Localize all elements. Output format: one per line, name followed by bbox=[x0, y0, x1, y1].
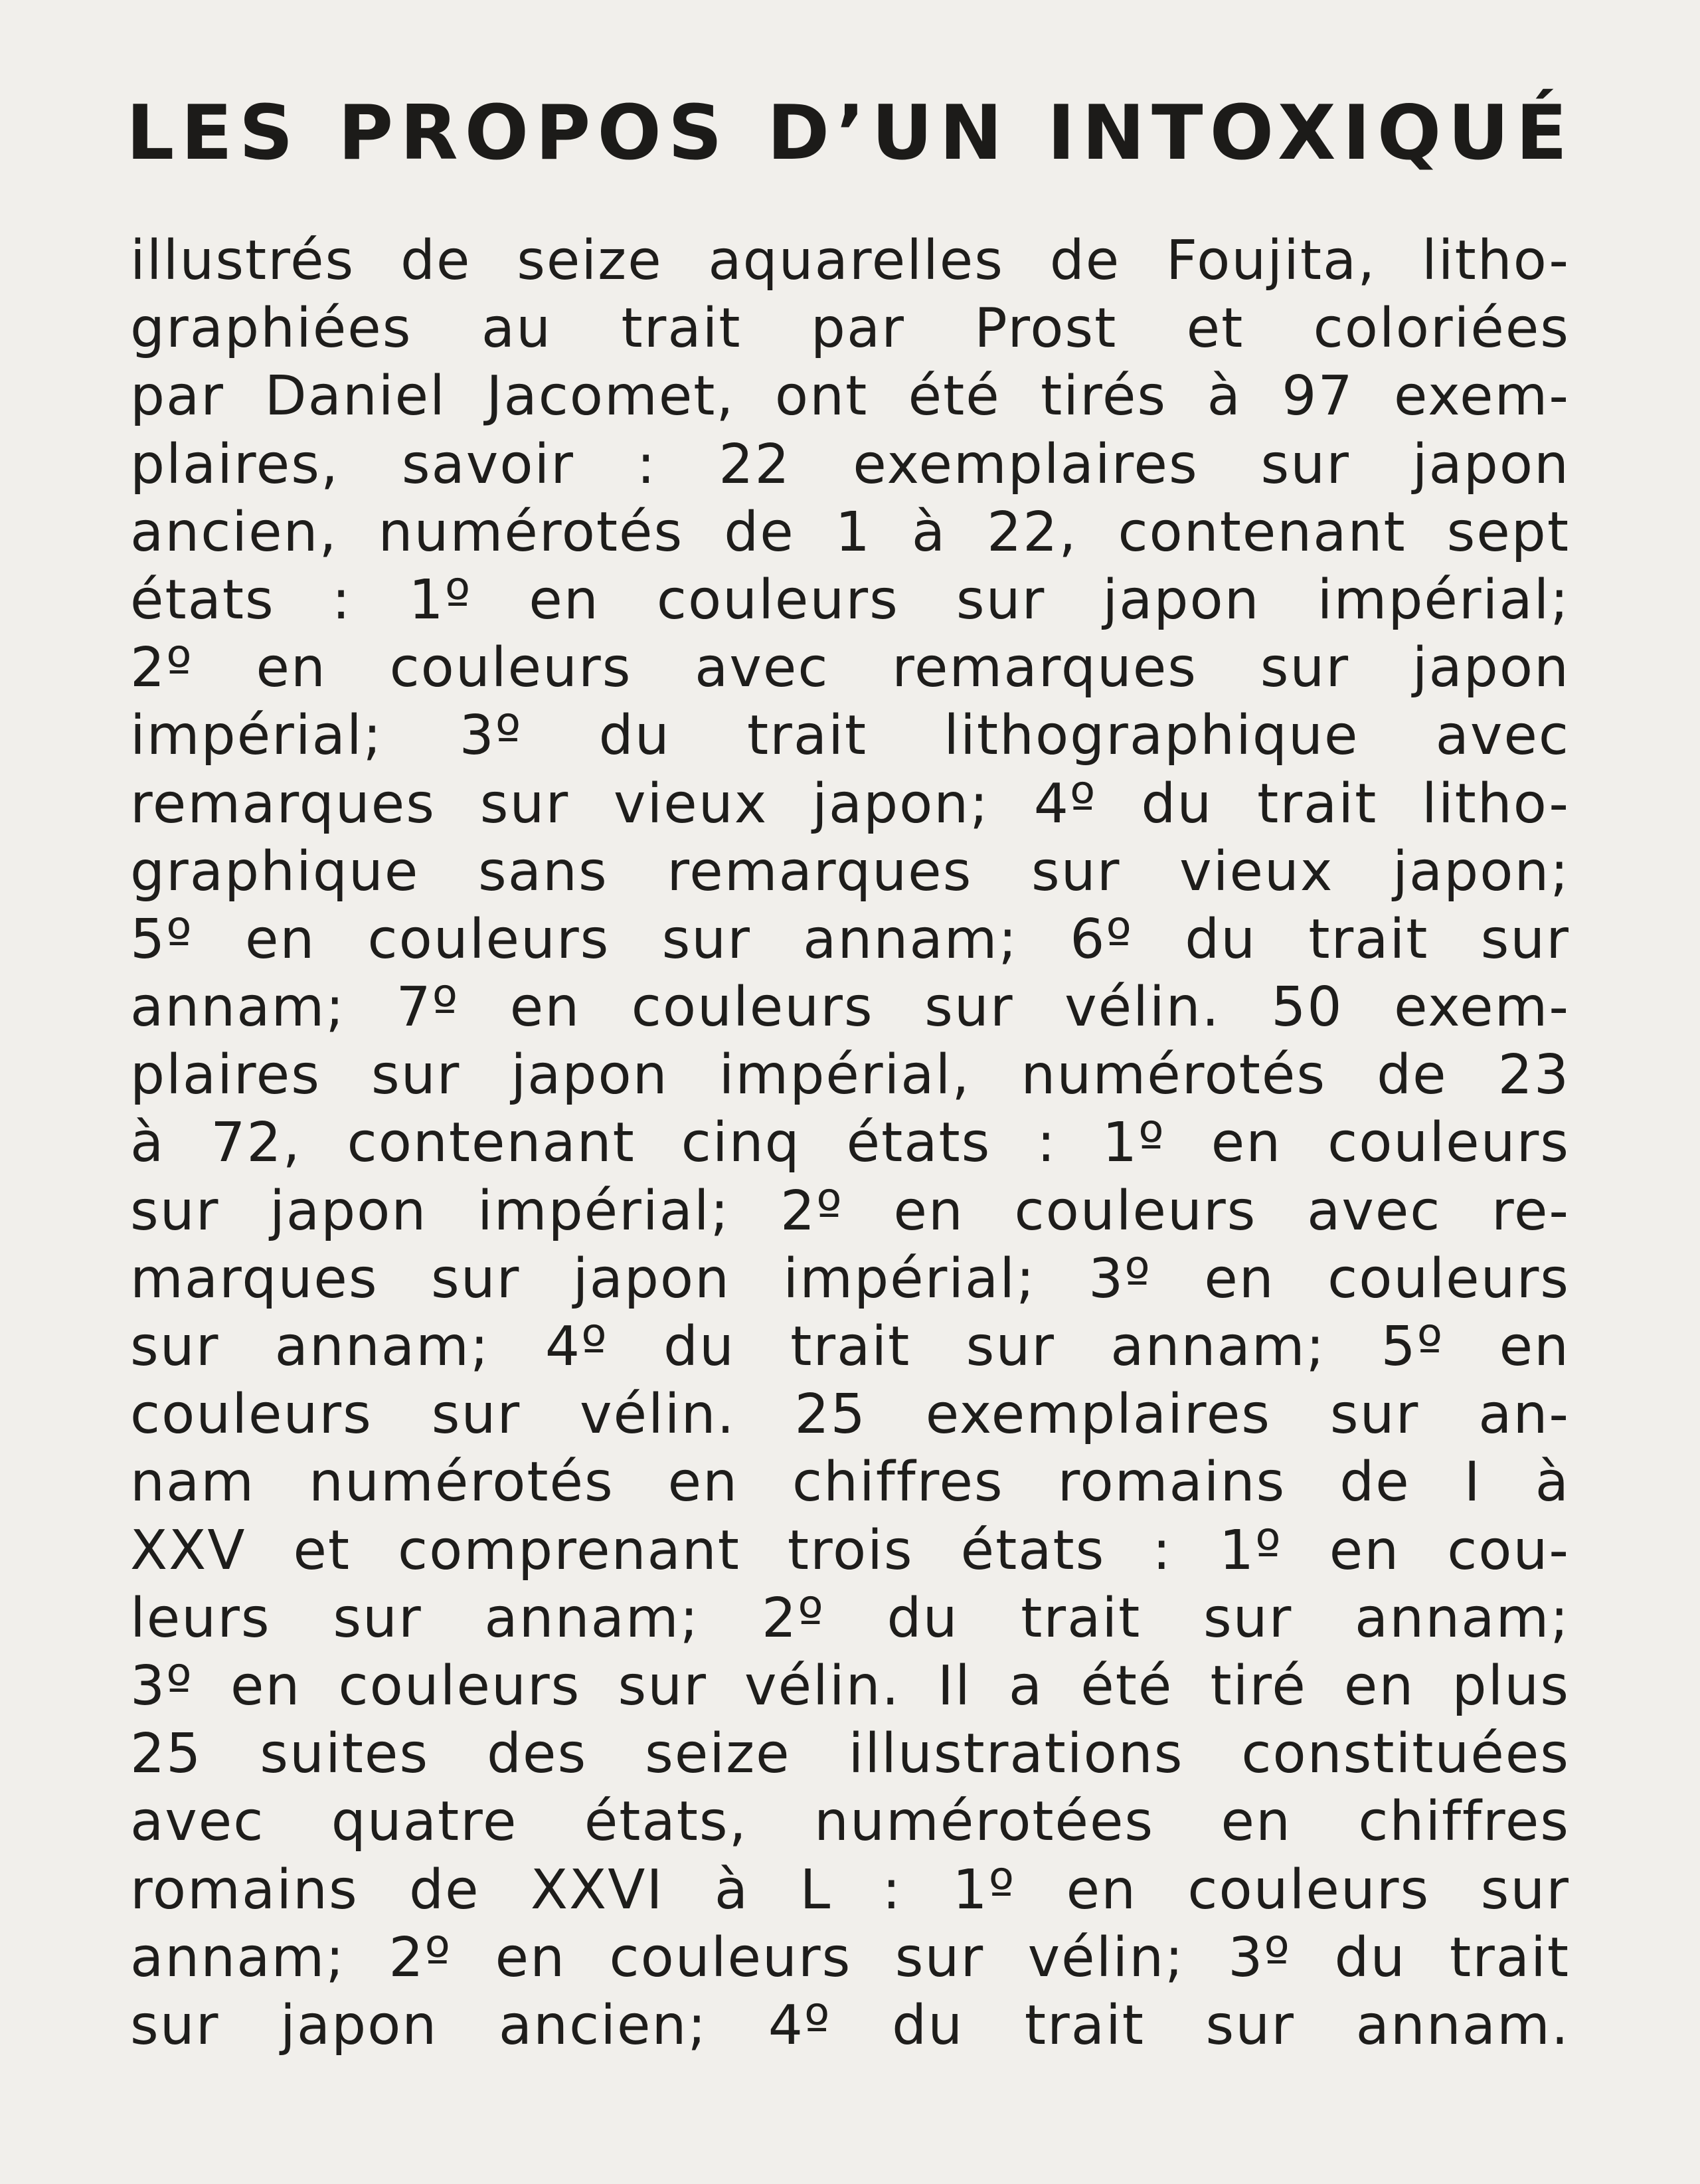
text-line: sur japon impérial; 2º en couleurs avec re- bbox=[130, 1179, 1570, 1243]
text-line: leurs sur annam; 2º du trait sur annam; bbox=[130, 1586, 1570, 1650]
text-line: remarques sur vieux japon; 4º du trait litho- bbox=[130, 772, 1570, 836]
text-line: XXV et comprenant trois états : 1º en cou- bbox=[130, 1518, 1570, 1582]
text-line: ancien, numérotés de 1 à 22, contenant sept bbox=[130, 500, 1570, 564]
colophon-text bbox=[130, 227, 1570, 2060]
text-line: couleurs sur vélin. 25 exemplaires sur an- bbox=[130, 1383, 1570, 1447]
text-line: plaires, savoir : 22 exemplaires sur japon bbox=[130, 432, 1570, 496]
text-line: sur annam; 4º du trait sur annam; 5º en bbox=[130, 1315, 1570, 1378]
text-line: sur japon ancien; 4º du trait sur annam. bbox=[130, 1993, 1570, 2057]
text-line: à 72, contenant cinq états : 1º en couleurs bbox=[130, 1111, 1570, 1175]
text-line: 2º en couleurs avec remarques sur japon bbox=[130, 636, 1570, 700]
text-line: avec quatre états, numérotées en chiffres bbox=[130, 1790, 1570, 1854]
text-line: romains de XXVI à L : 1º en couleurs sur bbox=[130, 1858, 1570, 1922]
text-line: annam; 2º en couleurs sur vélin; 3º du trait bbox=[130, 1926, 1570, 1989]
text-line: impérial; 3º du trait lithographique avec bbox=[130, 704, 1570, 768]
text-line: 5º en couleurs sur annam; 6º du trait sur bbox=[130, 907, 1570, 971]
text-line: 3º en couleurs sur vélin. Il a été tiré en plus bbox=[130, 1654, 1570, 1718]
text-line: plaires sur japon impérial, numérotés de 23 bbox=[130, 1044, 1570, 1107]
text-line: par Daniel Jacomet, ont été tirés à 97 exem- bbox=[130, 365, 1570, 428]
text-line: 25 suites des seize illustrations constituées bbox=[130, 1722, 1570, 1786]
text-line: états : 1º en couleurs sur japon impérial; bbox=[130, 568, 1570, 632]
text-line: graphiées au trait par Prost et coloriées bbox=[130, 297, 1570, 361]
text-line: annam; 7º en couleurs sur vélin. 50 exem- bbox=[130, 976, 1570, 1040]
text-line: nam numérotés en chiffres romains de I à bbox=[130, 1451, 1570, 1514]
text-line: illustrés de seize aquarelles de Foujita, litho- bbox=[130, 229, 1570, 292]
page-title: LES PROPOS D’UN INTOXIQUÉ bbox=[126, 89, 1574, 177]
text-line: graphique sans remarques sur vieux japon; bbox=[130, 840, 1570, 903]
text-line: marques sur japon impérial; 3º en couleurs bbox=[130, 1247, 1570, 1311]
